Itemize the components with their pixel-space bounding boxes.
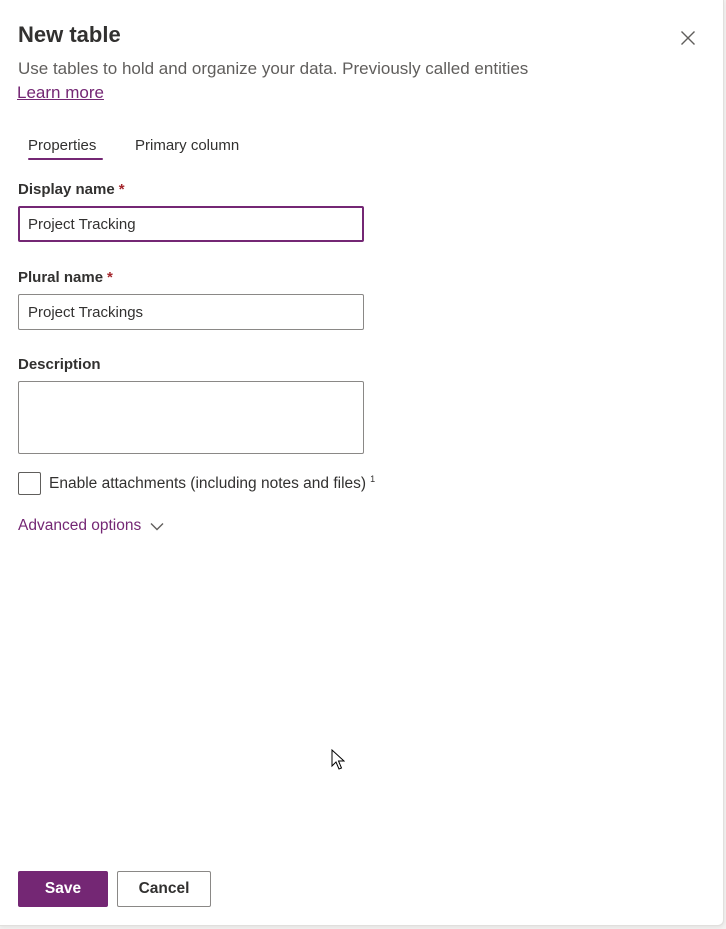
- enable-attachments-label: [49, 474, 375, 493]
- footnote-marker: 1: [370, 474, 376, 484]
- tab-primary-column[interactable]: [135, 137, 239, 154]
- tab-properties[interactable]: [28, 137, 96, 154]
- advanced-options-label: Advanced options: [18, 517, 142, 534]
- description-label: Description: [18, 356, 101, 373]
- enable-attachments-checkbox[interactable]: [18, 472, 41, 495]
- learn-more-link[interactable]: Learn more: [17, 83, 104, 102]
- description-input[interactable]: [18, 381, 364, 454]
- tab-properties-label: Properties: [28, 137, 97, 154]
- chevron-down-icon: [150, 522, 164, 531]
- display-name-label-text: Display name: [18, 181, 115, 198]
- close-icon: [680, 30, 696, 46]
- plural-name-label: [18, 269, 113, 286]
- save-button[interactable]: Save: [18, 871, 108, 907]
- cancel-button[interactable]: Cancel: [117, 871, 211, 907]
- plural-name-label-text: Plural name: [18, 269, 104, 286]
- tab-selected-indicator: [28, 158, 103, 160]
- dialog-title: New table: [18, 22, 121, 47]
- required-marker: *: [118, 181, 125, 198]
- display-name-label: [18, 181, 125, 198]
- tab-primary-column-label: Primary column: [135, 137, 240, 154]
- close-button[interactable]: [674, 24, 702, 52]
- plural-name-input[interactable]: [18, 294, 364, 330]
- display-name-input[interactable]: [18, 206, 364, 242]
- required-marker: *: [107, 269, 113, 286]
- mouse-pointer-icon: [331, 749, 345, 771]
- enable-attachments-label-text: Enable attachments (including notes and files): [49, 475, 367, 493]
- advanced-options-toggle[interactable]: [18, 517, 164, 535]
- dialog-subtitle: Use tables to hold and organize your data. Previously called entities: [18, 59, 529, 78]
